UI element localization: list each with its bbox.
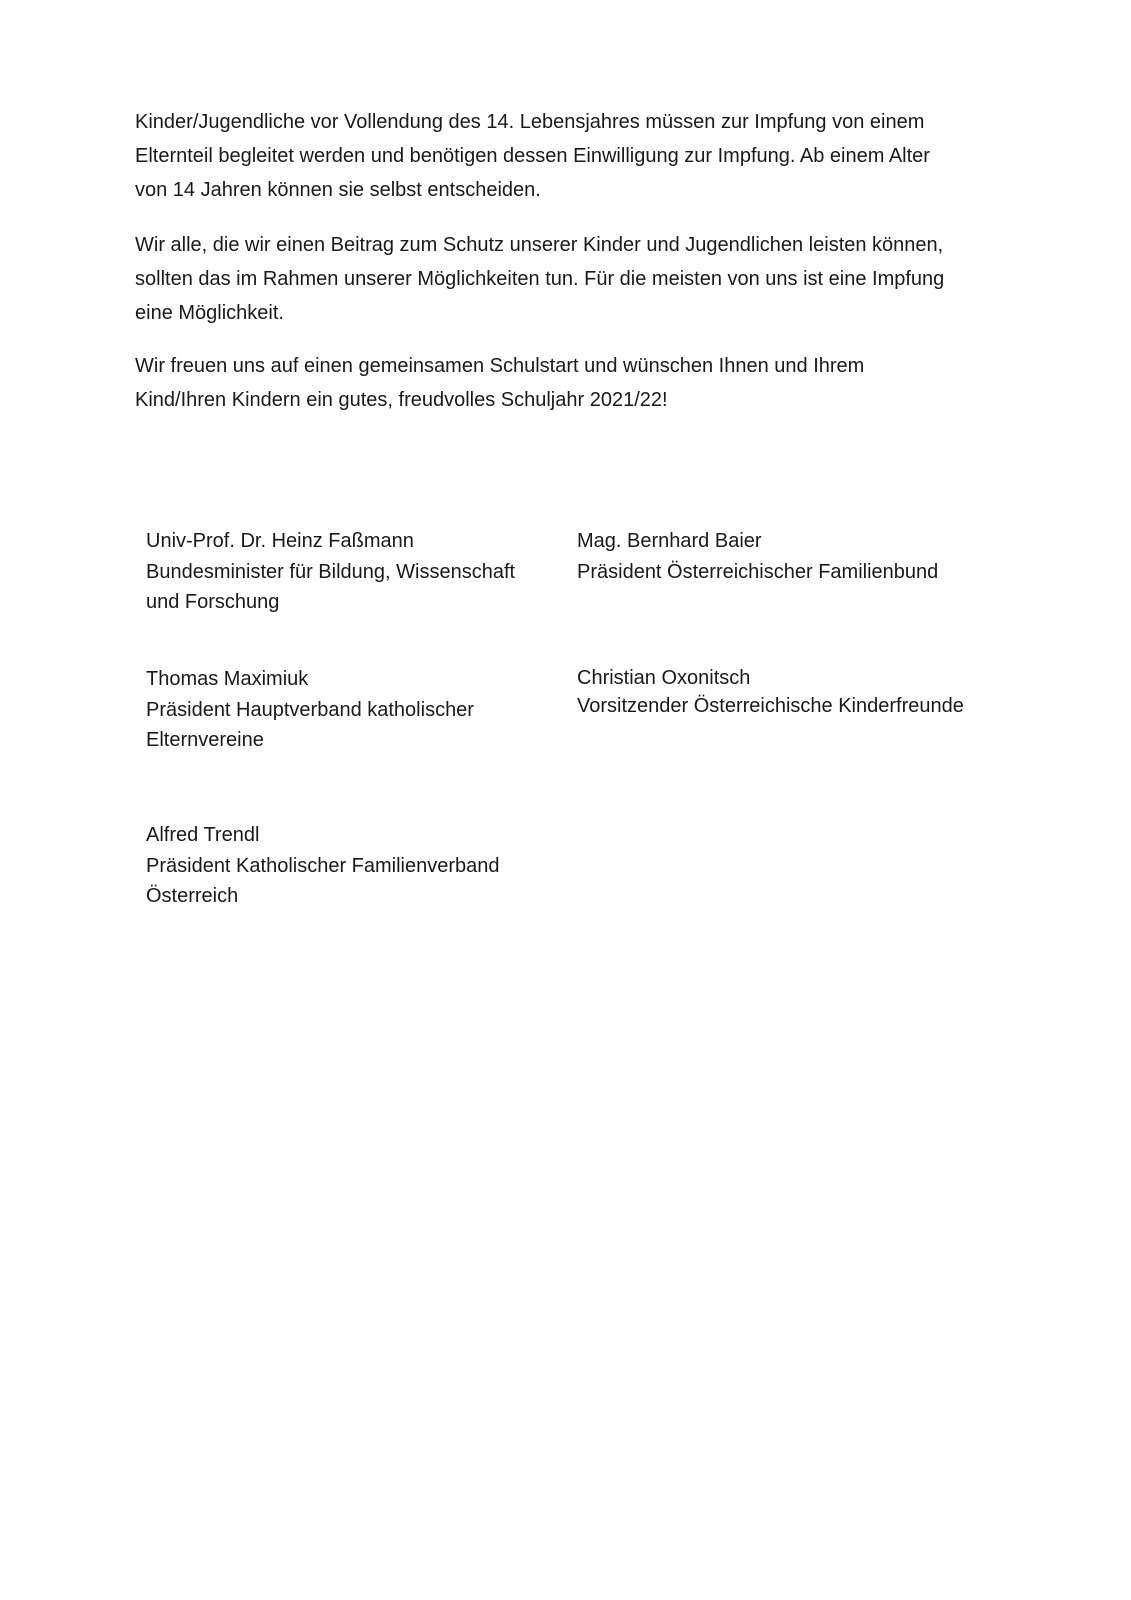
signatory-trendl xyxy=(146,820,500,912)
text-line: von 14 Jahren können sie selbst entscheiden. xyxy=(135,179,541,201)
signatory-title: Präsident Katholischer Familienverband xyxy=(146,854,500,877)
signatory-name: Mag. Bernhard Baier xyxy=(577,530,762,552)
signatory-name: Thomas Maximiuk xyxy=(146,668,309,690)
signatory-name: Univ-Prof. Dr. Heinz Faßmann xyxy=(146,530,414,552)
signatory-oxonitsch xyxy=(577,664,964,720)
text-line: Wir alle, die wir einen Beitrag zum Schutz unserer Kinder und Jugendlichen leisten können, xyxy=(135,234,944,256)
paragraph-school-start-wishes xyxy=(135,349,1005,417)
paragraph-protection-appeal xyxy=(135,228,1005,330)
signatory-title: und Forschung xyxy=(146,591,280,613)
signatory-title: Präsident Österreichischer Familienbund xyxy=(577,560,939,583)
signatory-title: Vorsitzender Österreichische Kinderfreunde xyxy=(577,695,964,717)
text-line: Elternteil begleitet werden und benötigen dessen Einwilligung zur Impfung. Ab einem Alter xyxy=(135,145,930,167)
text-line: Kinder/Jugendliche vor Vollendung des 14. Lebensjahres müssen zur Impfung von einem xyxy=(135,111,925,133)
signatory-baier xyxy=(577,526,938,587)
signatory-title: Präsident Hauptverband katholischer xyxy=(146,698,474,721)
text-line: Kind/Ihren Kindern ein gutes, freudvolles Schuljahr 2021/22! xyxy=(135,389,668,411)
signatory-fassmann xyxy=(146,526,515,618)
signatory-title: Elternvereine xyxy=(146,729,264,751)
signatory-name: Alfred Trendl xyxy=(146,824,260,846)
paragraph-vaccination-consent xyxy=(135,105,1005,207)
text-line: Wir freuen uns auf einen gemeinsamen Schulstart und wünschen Ihnen und Ihrem xyxy=(135,355,865,377)
text-line: eine Möglichkeit. xyxy=(135,302,284,324)
signatory-title: Österreich xyxy=(146,885,239,907)
signatory-title: Bundesminister für Bildung, Wissenschaft xyxy=(146,560,516,583)
signatory-maximiuk xyxy=(146,664,474,756)
signatory-name: Christian Oxonitsch xyxy=(577,667,751,689)
text-line: sollten das im Rahmen unserer Möglichkeiten tun. Für die meisten von uns ist eine Impfung xyxy=(135,268,945,290)
